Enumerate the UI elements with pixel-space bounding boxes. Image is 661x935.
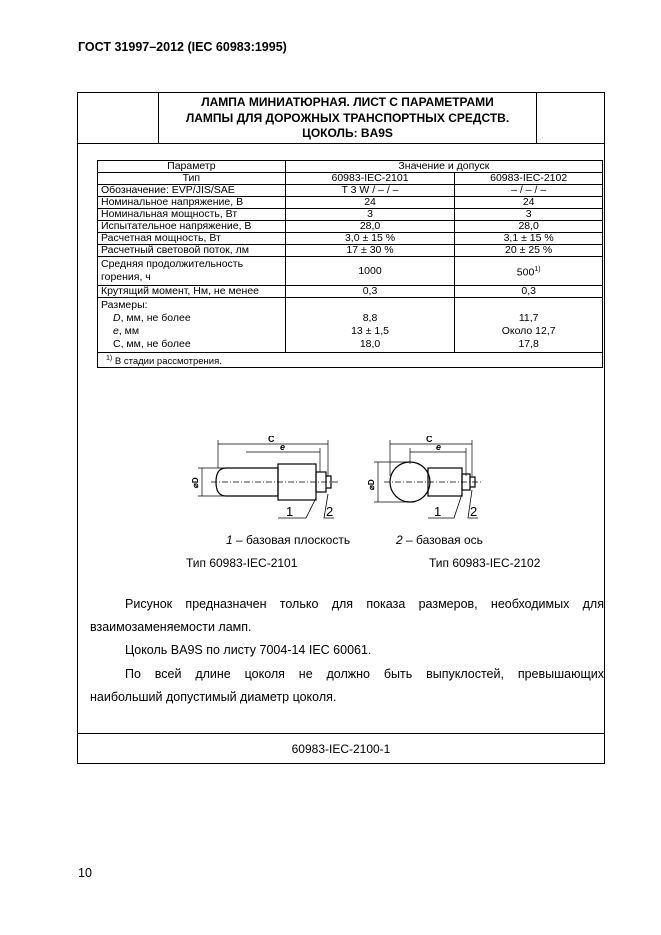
title-row bbox=[78, 93, 604, 144]
lamp-2101-mark-1: 1 bbox=[286, 504, 294, 519]
cell-b: 3,1 ± 15 % bbox=[455, 233, 603, 245]
paragraph-3-line-2: наибольший допустимый диаметр цоколя. bbox=[90, 690, 337, 704]
lamp-2102-mark-1: 1 bbox=[434, 504, 442, 519]
cell-a: 3,0 ± 15 % bbox=[285, 233, 455, 245]
header-value: Значение и допуск bbox=[285, 161, 602, 173]
sheet-frame bbox=[77, 92, 605, 764]
table-row bbox=[98, 286, 603, 298]
dims-e-rest: , мм bbox=[118, 325, 140, 337]
title-right-cell bbox=[536, 93, 605, 143]
page-number: 10 bbox=[78, 866, 92, 880]
legend-1-num: 1 bbox=[226, 533, 233, 547]
dims-d-label bbox=[101, 312, 282, 325]
footnote-ref: 1) bbox=[534, 265, 541, 273]
lamp-2101-mark-2: 2 bbox=[326, 504, 334, 519]
cell-param: Испытательное напряжение, В bbox=[98, 221, 286, 233]
sheet-title-line1: ЛАМПА МИНИАТЮРНАЯ. ЛИСТ С ПАРАМЕТРАМИ bbox=[201, 95, 494, 109]
paragraph-1 bbox=[90, 593, 604, 639]
paragraph-2: Цоколь BA9S по листу 7004-14 IEC 60061. bbox=[125, 643, 372, 657]
paragraph-1-line-1: Рисунок предназначен только для показа размеров, необходимых для bbox=[125, 597, 604, 611]
cell-param: Тип bbox=[98, 173, 286, 185]
cell-b: 3 bbox=[455, 209, 603, 221]
paragraph-1-line-2: взаимозаменяемости ламп. bbox=[90, 620, 252, 634]
parameters-table bbox=[97, 160, 603, 368]
legend-2-num: 2 bbox=[396, 533, 403, 547]
lamp-2102-label-c: C bbox=[426, 436, 433, 444]
table-header-row bbox=[98, 161, 603, 173]
cell-param: Расчетная мощность, Вт bbox=[98, 233, 286, 245]
cell-a: T 3 W / – / – bbox=[285, 185, 455, 197]
lamp-drawings bbox=[178, 436, 508, 526]
lamp-2102-mark-2: 2 bbox=[470, 504, 478, 519]
cell-a: 28,0 bbox=[285, 221, 455, 233]
dims-e-label bbox=[101, 325, 282, 338]
lamp-2102-label-e: e bbox=[436, 442, 442, 452]
dims-d-b: 11,7 bbox=[518, 312, 539, 324]
sheet-number: 60983-IEC-2100-1 bbox=[291, 742, 391, 756]
dims-title: Размеры: bbox=[101, 299, 148, 311]
cell-param bbox=[98, 257, 286, 286]
cell-b: 0,3 bbox=[455, 286, 603, 298]
table-row-dims bbox=[98, 298, 603, 353]
paragraph-3 bbox=[90, 663, 604, 709]
sheet-number-row bbox=[78, 733, 604, 765]
cell-b: – / – / – bbox=[455, 185, 603, 197]
sheet-title-line2: ЛАМПЫ ДЛЯ ДОРОЖНЫХ ТРАНСПОРТНЫХ СРЕДСТВ. bbox=[185, 110, 510, 125]
paragraph-3-line-1: По всей длине цоколя не должно быть выпуклостей, превышающих bbox=[125, 667, 604, 681]
lamp-2101-drawing bbox=[198, 440, 338, 518]
table-row bbox=[98, 173, 603, 185]
cell-a: 1000 bbox=[285, 257, 455, 286]
dims-c-a: 18,0 bbox=[359, 338, 381, 350]
lamp-2101-label-d: ⌀D bbox=[191, 477, 200, 488]
cell-b: 24 bbox=[455, 197, 603, 209]
cell-b: 60983-IEC-2102 bbox=[455, 173, 603, 185]
footnote-mark: 1) bbox=[106, 355, 113, 362]
dims-c-b: 17,8 bbox=[518, 338, 539, 350]
dims-d-a: 8,8 bbox=[362, 312, 378, 324]
table-footnote-row bbox=[98, 353, 603, 368]
table-row bbox=[98, 197, 603, 209]
cell-param: Номинальное напряжение, В bbox=[98, 197, 286, 209]
cell-b bbox=[455, 298, 603, 353]
cell-b bbox=[455, 257, 603, 286]
table-row bbox=[98, 221, 603, 233]
type-caption-2102: Тип 60983-IEC-2102 bbox=[429, 556, 541, 570]
type-caption-2101: Тип 60983-IEC-2101 bbox=[186, 556, 298, 570]
table-row bbox=[98, 233, 603, 245]
cell-param: Обозначение: EVP/JIS/SAE bbox=[98, 185, 286, 197]
lamp-2102-drawing bbox=[374, 440, 482, 518]
cell-param: Крутящий момент, Нм, не менее bbox=[98, 286, 286, 298]
cell-a: 3 bbox=[285, 209, 455, 221]
legend-1 bbox=[226, 533, 350, 547]
dims-c-label: C, мм, не более bbox=[113, 338, 191, 350]
cell-a: 60983-IEC-2101 bbox=[285, 173, 455, 185]
cell-a: 0,3 bbox=[285, 286, 455, 298]
life-label-1: Средняя продолжительность bbox=[101, 258, 244, 270]
life-b-value: 500 bbox=[516, 266, 535, 279]
sheet-title bbox=[159, 95, 536, 142]
header-param: Параметр bbox=[98, 161, 286, 173]
cell-param: Номинальная мощность, Вт bbox=[98, 209, 286, 221]
table-row-life bbox=[98, 257, 603, 286]
cell-param: Расчетный световой поток, лм bbox=[98, 245, 286, 257]
cell-a: 17 ± 30 % bbox=[285, 245, 455, 257]
cell-b: 20 ± 25 % bbox=[455, 245, 603, 257]
table-row bbox=[98, 185, 603, 197]
cell-a bbox=[285, 298, 455, 353]
footnote-cell bbox=[98, 353, 603, 368]
life-label-2: горения, ч bbox=[101, 271, 151, 283]
dims-e-b: Около 12,7 bbox=[501, 325, 556, 337]
cell-a: 24 bbox=[285, 197, 455, 209]
legend-2-text: – базовая ось bbox=[402, 533, 483, 547]
lamp-2101-label-e: e bbox=[280, 442, 286, 452]
lamp-2101-label-c: C bbox=[268, 436, 275, 444]
document-header: ГОСТ 31997–2012 (IEC 60983:1995) bbox=[78, 40, 287, 54]
cell-param bbox=[98, 298, 286, 353]
lamp-2102-label-d: ⌀D bbox=[367, 479, 376, 490]
footnote-text: В стадии рассмотрения. bbox=[112, 356, 222, 368]
legend-2 bbox=[396, 533, 483, 547]
dims-d-symbol: D bbox=[113, 312, 121, 324]
title-left-cell bbox=[78, 93, 159, 143]
dims-e-a: 13 ± 1,5 bbox=[351, 325, 389, 337]
dims-d-rest: , мм, не более bbox=[120, 312, 191, 324]
cell-b: 28,0 bbox=[455, 221, 603, 233]
table-row bbox=[98, 245, 603, 257]
legend-1-text: – базовая плоскость bbox=[232, 533, 351, 547]
dims-e-symbol: e bbox=[113, 325, 119, 337]
table-row bbox=[98, 209, 603, 221]
sheet-title-line3: ЦОКОЛЬ: BA9S bbox=[302, 126, 393, 140]
